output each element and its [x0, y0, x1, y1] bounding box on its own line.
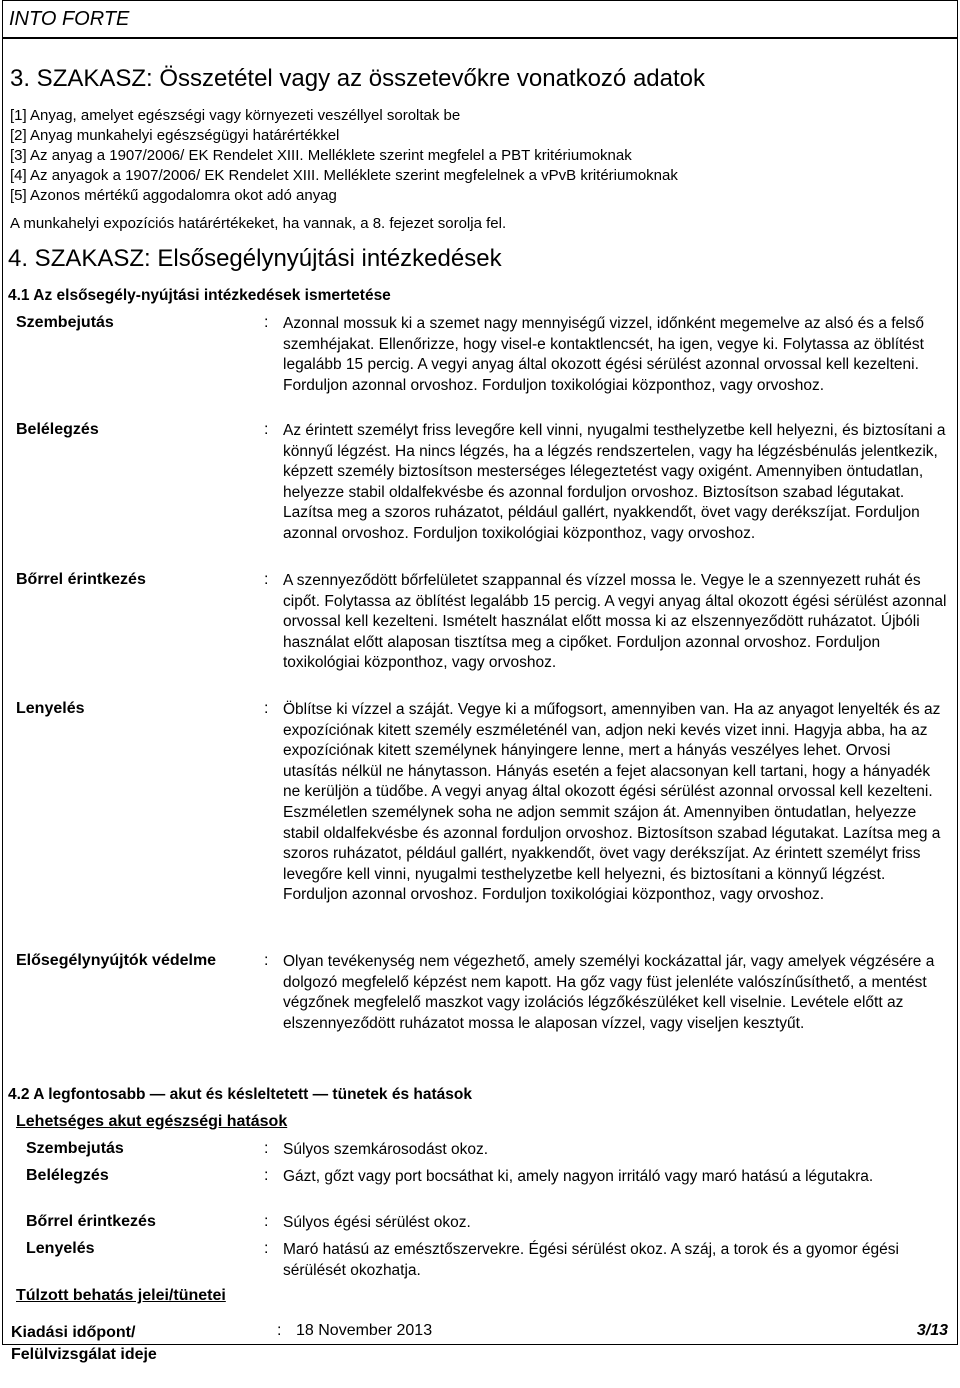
- page-number: 3/13: [916, 1322, 948, 1339]
- separator: :: [264, 421, 269, 438]
- separator: :: [264, 571, 269, 588]
- skin-contact-label: Bőrrel érintkezés: [16, 571, 146, 588]
- acute-ingestion-label: Lenyelés: [26, 1240, 95, 1257]
- section-4-title: 4. SZAKASZ: Elsősegélynyújtási intézkedések: [8, 245, 502, 272]
- section-3-line: [1] Anyag, amelyet egészségi vagy környezeti veszéllyel soroltak be: [10, 107, 461, 124]
- issue-date-label-line2: Felülvizsgálat ideje: [11, 1346, 157, 1363]
- acute-inhalation-text: Gázt, gőzt vagy port bocsáthat ki, amely nagyon irritáló vagy maró hatású a légutakra.: [283, 1168, 874, 1185]
- first-aider-protection-text: Olyan tevékenység nem végezhető, amely személyi kockázattal jár, vagy amelyek végzésére a dolgozó megfelelő képzést nem kapott. Ha gőz vagy füst jelenléte valószínűsíthető, a mentést végzőnek megfelelő maszkot vagy izolációs légzőkészüléket kell viselnie. Levétele előtt az elszennyeződött ruházatot mossa le alaposan vízzel, vagy viseljen kesztyűt.: [283, 953, 935, 1032]
- footer-separator: :: [277, 1322, 282, 1339]
- separator: :: [264, 1240, 269, 1257]
- separator: :: [264, 952, 269, 969]
- separator: :: [264, 314, 269, 331]
- issue-date-value: 18 November 2013: [296, 1322, 433, 1339]
- product-name: INTO FORTE: [9, 8, 130, 30]
- section-3-line: [2] Anyag munkahelyi egészségügyi határértékkel: [10, 127, 340, 144]
- eye-contact-label: Szembejutás: [16, 314, 114, 331]
- separator: :: [264, 1167, 269, 1184]
- issue-date-label-line1: Kiadási időpont/: [11, 1324, 136, 1341]
- section-3-line: [4] Az anyagok a 1907/2006/ EK Rendelet XIII. Melléklete szerint megfelelnek a vPvB kritériumoknak: [10, 167, 678, 184]
- section-3-line: [5] Azonos mértékű aggodalomra okot adó anyag: [10, 187, 337, 204]
- acute-eye-text: Súlyos szemkárosodást okoz.: [283, 1141, 489, 1158]
- acute-effects-heading: Lehetséges akut egészségi hatások: [16, 1113, 288, 1130]
- separator: :: [264, 700, 269, 717]
- exposure-note: A munkahelyi expozíciós határértékeket, ha vannak, a 8. fejezet sorolja fel.: [10, 215, 507, 232]
- first-aider-protection-label: Elősegélynyújtók védelme: [16, 952, 217, 969]
- issue-date-label: [11, 1322, 157, 1366]
- acute-eye-label: Szembejutás: [26, 1140, 124, 1157]
- acute-skin-text: Súlyos égési sérülést okoz.: [283, 1214, 471, 1231]
- eye-contact-text: Azonnal mossuk ki a szemet nagy mennyiségű vizzel, időnként megemelve az alsó és a felső szemhéjakat. Ellenőrizze, hogy visel-e kontaktlencsét, ha igen, vegye ki. Folytassa az öblítést legalább 15 percig. A vegyi anyag által okozott égési sérülést azonnal orvossal kell kezelteni. Forduljon azonnal orvoshoz. Forduljon toxikológiai központhoz, vagy orvoshoz.: [283, 315, 924, 394]
- skin-contact-text: A szennyeződött bőrfelületet szappannal és vízzel mossa le. Vegye le a szennyezett ruhát és cipőt. Folytassa az öblítést legalább 15 percig. A vegyi anyag által okozott égési sérülést azonnal orvossal kell kezelteni. Ismételt használat előtt mossa ki az elszennyeződött ruházatot. Újbóli használat előtt alaposan tisztítsa meg a cipőket. Forduljon azonnal orvoshoz. Forduljon toxikológiai központhoz, vagy orvoshoz.: [283, 572, 947, 672]
- inhalation-text: Az érintett személyt friss levegőre kell vinni, nyugalmi testhelyzetbe kell helyezni, és biztosítani a könnyű légzést. Ha nincs légzés, ha a légzés rendszertelen, vagy ha légzésbénulás jelentkezik, képzett személy biztosítson mesterséges lélegeztetést vagy oxigént. Amennyiben öntudatlan, helyezze stabil oldalfekvésbe és azonnal forduljon orvoshoz. Biztosítson szabad légutakat. Lazítsa meg a szoros ruházatot, például gallért, nyakkendőt, övet vagy derékszíjat. Forduljon azonnal orvoshoz. Forduljon toxikológiai központhoz, vagy orvoshoz.: [283, 422, 946, 542]
- ingestion-text: Öblítse ki vízzel a száját. Vegye ki a műfogsort, amennyiben van. Ha az anyagot lenyelték és az expozíciónak kitett személy eszméleténél van, adjon neki kevés vizet inni. Hagyja abba, ha az expozíciónak kitett személynek hányingere lenne, mert a hányás veszélyes lehet. Orvosi utasítás nélkül ne hánytasson. Hányás esetén a fejet alacsonyan kell tartani, hogy a hányadék ne kerüljön a tüdőbe. A vegyi anyag által okozott égési sérülést azonnal orvossal kell kezelteni. Eszméletlen személynek soha ne adjon semmit szájon át. Amennyiben öntudatlan, helyezze stabil oldalfekvésbe és azonnal forduljon orvoshoz. Biztosítson szabad légutakat. Lazítsa meg a szoros ruházatot, például gallért, nyakkendőt, övet vagy derékszíjat. Az érintett személyt friss levegőre kell vinni, nyugalmi testhelyzetbe kell helyezni, és biztosítani a könnyű légzést. Forduljon azonnal orvoshoz. Forduljon toxikológiai központhoz, vagy orvoshoz.: [283, 701, 941, 904]
- product-header-box: [2, 0, 958, 38]
- section-3-line: [3] Az anyag a 1907/2006/ EK Rendelet XIII. Melléklete szerint megfelel a PBT kritériumoknak: [10, 147, 632, 164]
- overexposure-heading: Túlzott behatás jelei/tünetei: [16, 1287, 226, 1304]
- inhalation-label: Belélegzés: [16, 421, 99, 438]
- ingestion-label: Lenyelés: [16, 700, 85, 717]
- subsection-4-2: 4.2 A legfontosabb — akut és késleltetett — tünetek és hatások: [8, 1086, 472, 1103]
- acute-ingestion-text: Maró hatású az emésztőszervekre. Égési sérülést okoz. A száj, a torok és a gyomor égési sérülését okozhatja.: [283, 1241, 899, 1279]
- separator: :: [264, 1213, 269, 1230]
- section-3-title: 3. SZAKASZ: Összetétel vagy az összetevőkre vonatkozó adatok: [10, 65, 706, 92]
- acute-inhalation-label: Belélegzés: [26, 1167, 109, 1184]
- separator: :: [264, 1140, 269, 1157]
- subsection-4-1: 4.1 Az elsősegély-nyújtási intézkedések ismertetése: [8, 287, 391, 304]
- acute-skin-label: Bőrrel érintkezés: [26, 1213, 156, 1230]
